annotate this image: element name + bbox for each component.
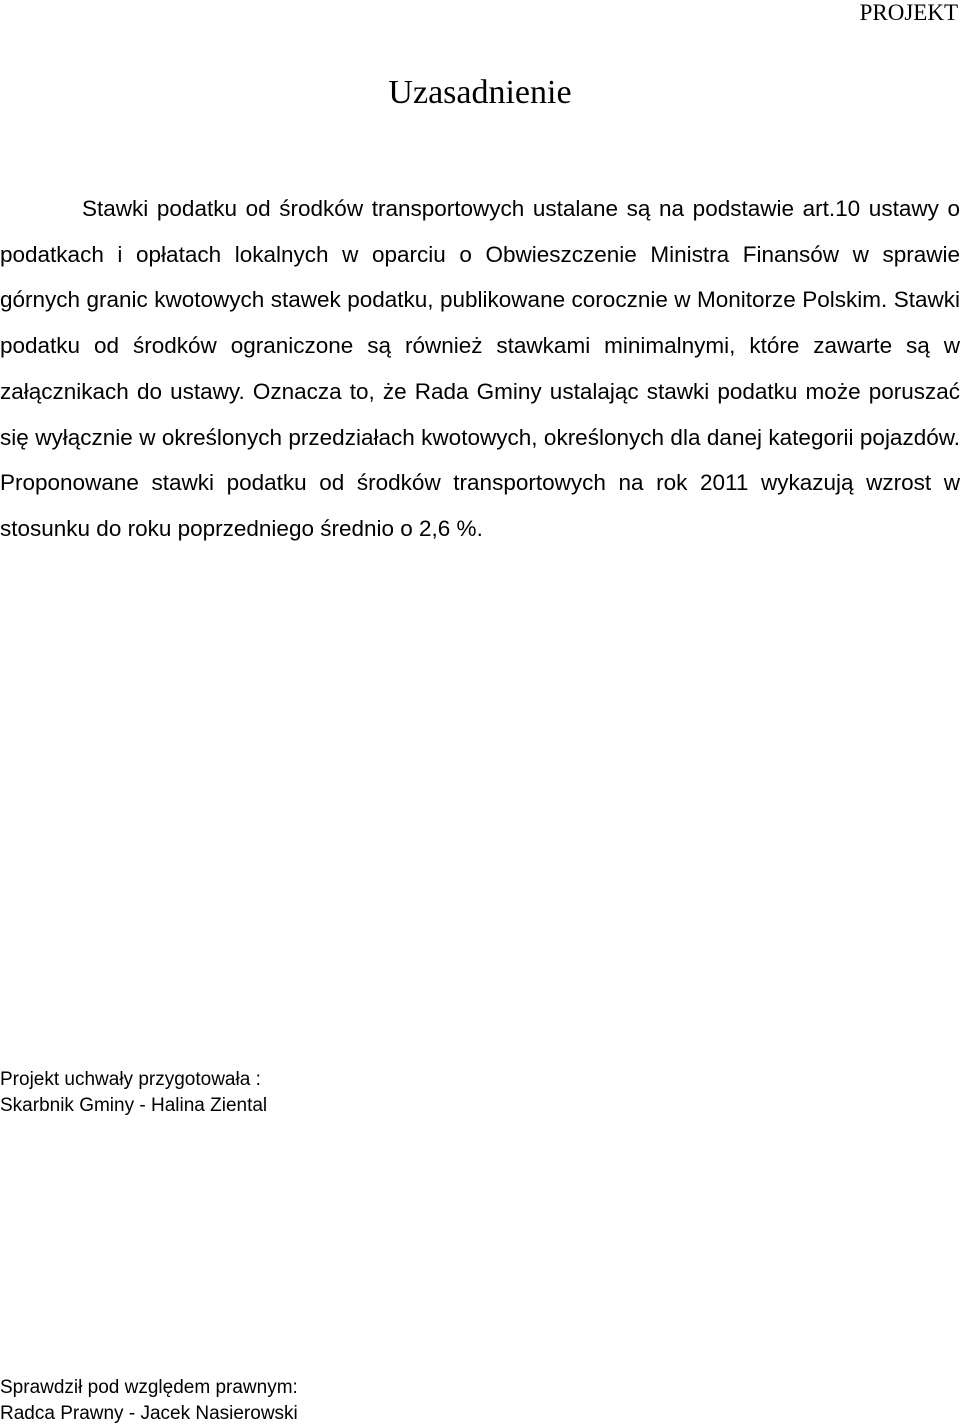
legal-check-name: Radca Prawny - Jacek Nasierowski — [0, 1403, 298, 1424]
document-title: Uzasadnienie — [388, 74, 572, 111]
page-label: PROJEKT — [859, 0, 958, 25]
prepared-by-label: Projekt uchwały przygotowała : — [0, 1069, 261, 1090]
justification-paragraph: Stawki podatku od środków transportowych ustalane są na podstawie art.10 ustawy o podatkach i opłatach lokalnych w oparciu o Obwieszczenie Ministra Finansów w sprawie górnych granic kwotowych stawek podatku, publikowane corocznie w Monitorze Polskim. Stawki podatku od środków ograniczone są również stawkami minimalnymi, które zawarte są w załącznikach do ustawy. Oznacza to, że Rada Gminy ustalając stawki podatku może poruszać się wyłącznie w określonych przedziałach kwotowych, określonych dla danej kategorii pojazdów. Proponowane stawki podatku od środków transportowych na rok 2011 wykazują wzrost w stosunku do roku poprzedniego średnio o 2,6 %. — [0, 196, 960, 541]
prepared-by-block — [0, 1067, 267, 1119]
legal-check-label: Sprawdził pod względem prawnym: — [0, 1377, 298, 1398]
prepared-by-name: Skarbnik Gminy - Halina Ziental — [0, 1095, 268, 1116]
legal-check-block — [0, 1375, 298, 1427]
